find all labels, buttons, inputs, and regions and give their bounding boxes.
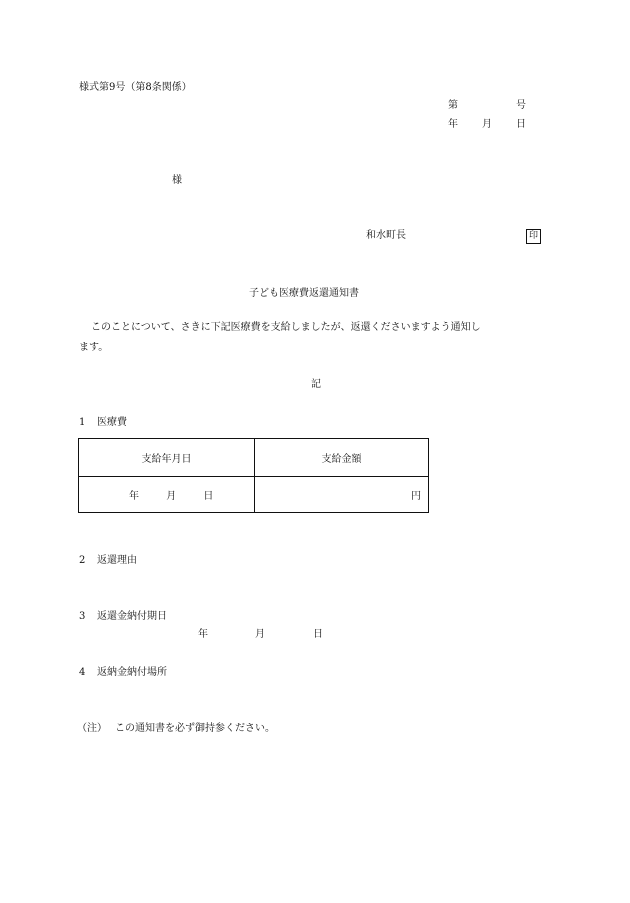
form-number: 様式第9号（第8条関係） bbox=[79, 82, 192, 93]
item-2-label: 返還理由 bbox=[97, 555, 137, 566]
payment-date-month: 月 bbox=[166, 491, 177, 502]
item-1-label: 医療費 bbox=[97, 417, 127, 428]
payment-date-day: 日 bbox=[203, 491, 214, 502]
item-2-number: 2 bbox=[79, 555, 86, 566]
ki-heading: 記 bbox=[311, 379, 321, 390]
table-row bbox=[79, 477, 429, 513]
header-payment-amount: 支給金額 bbox=[255, 439, 429, 477]
issuer-title: 和水町長 bbox=[366, 230, 406, 241]
item-4-label: 返納金納付場所 bbox=[97, 667, 167, 678]
note-label: （注） bbox=[77, 723, 107, 734]
payment-date-year: 年 bbox=[129, 491, 139, 502]
body-line-1: このことについて、さきに下記医療費を支給しましたが、返還くださいますよう通知し bbox=[91, 322, 481, 333]
item-3-number: 3 bbox=[79, 611, 86, 622]
issue-date-month: 月 bbox=[482, 119, 492, 130]
medical-fee-table bbox=[78, 438, 429, 513]
reference-go: 号 bbox=[516, 100, 526, 111]
seal-mark: 印 bbox=[526, 229, 541, 244]
payment-amount-cell[interactable] bbox=[255, 477, 429, 513]
addressee-suffix: 様 bbox=[172, 175, 182, 186]
header-payment-date: 支給年月日 bbox=[79, 439, 255, 477]
table-header-row bbox=[79, 439, 429, 477]
issue-date-day: 日 bbox=[516, 119, 526, 130]
reference-dai: 第 bbox=[448, 100, 458, 111]
body-line-2: ます。 bbox=[79, 342, 109, 353]
issue-date-year: 年 bbox=[448, 119, 458, 130]
document-title: 子ども医療費返還通知書 bbox=[249, 288, 359, 299]
item-3-label: 返還金納付期日 bbox=[97, 611, 167, 622]
due-date-year: 年 bbox=[198, 629, 208, 640]
due-date-month: 月 bbox=[255, 629, 265, 640]
item-4-number: 4 bbox=[79, 667, 86, 678]
payment-date-cell[interactable] bbox=[79, 477, 255, 513]
note-text: この通知書を必ず御持参ください。 bbox=[115, 723, 275, 734]
item-1-number: 1 bbox=[79, 417, 86, 428]
payment-amount-yen: 円 bbox=[411, 491, 421, 502]
due-date-day: 日 bbox=[313, 629, 323, 640]
